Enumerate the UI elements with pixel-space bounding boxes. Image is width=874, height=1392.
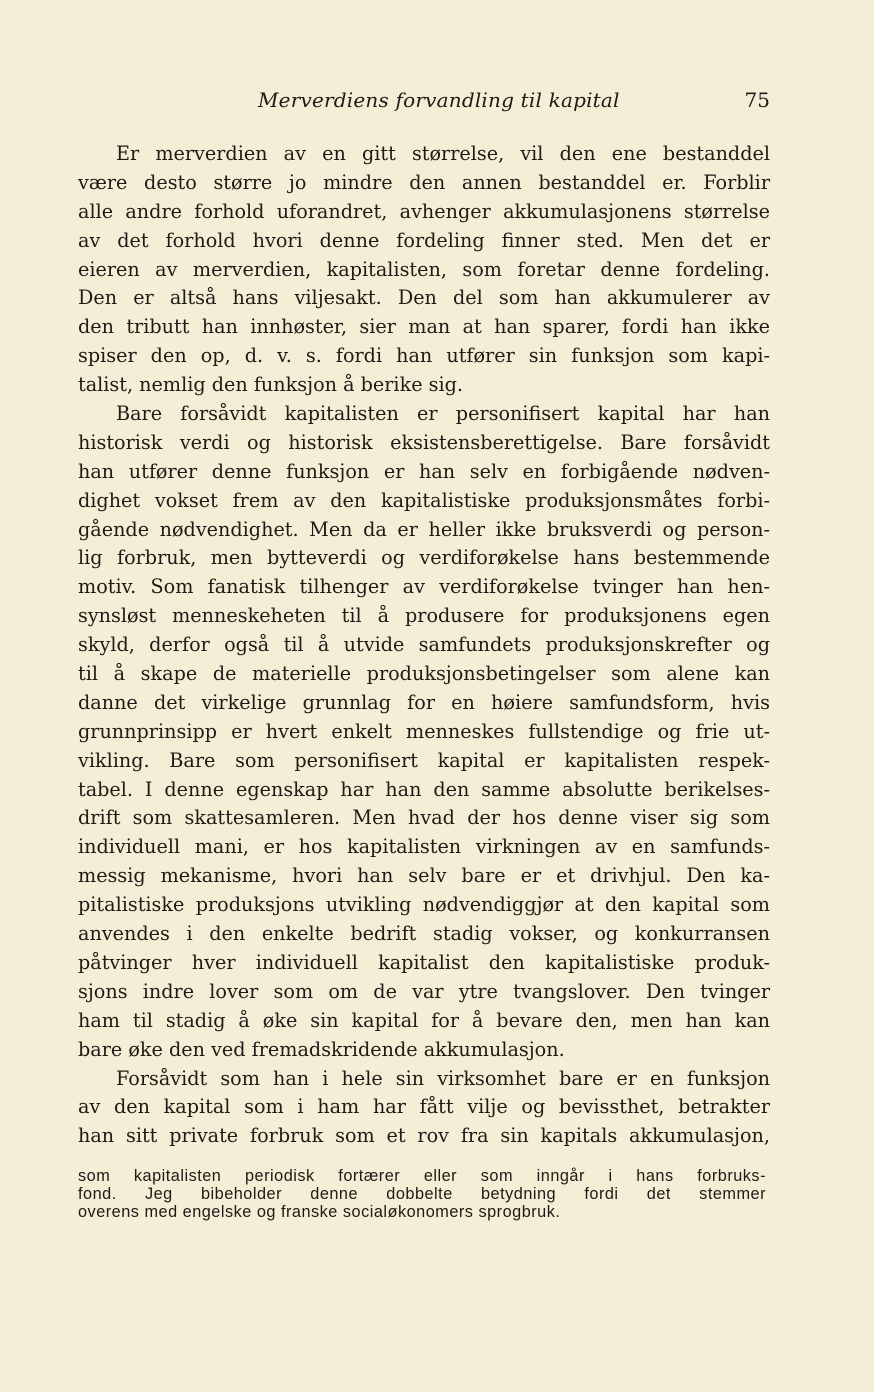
text-line: ham til stadig å øke sin kapital for å bevare den, men han kan	[78, 1008, 770, 1032]
text-line: tabel. I denne egenskap har han den samme absolutte berikelses-	[78, 777, 770, 801]
text-line: dighet vokset frem av den kapitalistiske produksjonsmåtes forbi-	[78, 488, 770, 512]
body-text	[78, 140, 770, 1151]
text-line: vikling. Bare som personifisert kapital er kapitalisten respek-	[78, 748, 770, 772]
text-line: alle andre forhold uforandret, avhenger akkumulasjonens størrelse	[78, 199, 770, 223]
text-line: spiser den op, d. v. s. fordi han utfører sin funksjon som kapi-	[78, 344, 770, 368]
text-line: den tributt han innhøster, sier man at han sparer, fordi han ikke	[78, 315, 770, 339]
text-line: skyld, derfor også til å utvide samfundets produksjonskrefter og	[78, 633, 770, 657]
text-line: synsløst menneskeheten til å produsere for produksjonens egen	[78, 604, 770, 628]
text-line: lig forbruk, men bytteverdi og verdiforøkelse hans bestemmende	[78, 546, 770, 570]
text-line: pitalistiske produksjons utvikling nødvendiggjør at den kapital som	[78, 893, 770, 917]
text-line: Bare forsåvidt kapitalisten er personifisert kapital har han	[116, 402, 770, 426]
text-line: påtvinger hver individuell kapitalist den kapitalistiske produk-	[78, 950, 770, 974]
text-line: av den kapital som i ham har fått vilje og bevissthet, betrakter	[78, 1095, 770, 1119]
page-number: 75	[744, 88, 770, 112]
text-line: historisk verdi og historisk eksistensberettigelse. Bare forsåvidt	[78, 430, 770, 454]
text-line: messig mekanisme, hvori han selv bare er et drivhjul. Den ka-	[78, 864, 770, 888]
text-line: av det forhold hvori denne fordeling finner sted. Men det er	[78, 228, 770, 252]
text-line: være desto større jo mindre den annen bestanddel er. Forblir	[78, 170, 770, 194]
text-line: sjons indre lover som om de var ytre tvangslover. Den tvinger	[78, 979, 770, 1003]
text-line: motiv. Som fanatisk tilhenger av verdiforøkelse tvinger han hen-	[78, 575, 770, 599]
text-line: bare øke den ved fremadskridende akkumulasjon.	[78, 1037, 565, 1061]
text-line: gående nødvendighet. Men da er heller ikke bruksverdi og person-	[78, 517, 770, 541]
footnote	[78, 1167, 766, 1221]
text-line: eieren av merverdien, kapitalisten, som foretar denne fordeling.	[78, 257, 770, 281]
text-line: grunnprinsipp er hvert enkelt menneskes fullstendige og frie ut-	[78, 719, 770, 743]
page-header	[78, 88, 770, 122]
footnote-line: overens med engelske og franske socialøkonomers sprogbruk.	[78, 1203, 561, 1221]
text-line: talist, nemlig den funksjon å berike sig.	[78, 373, 464, 397]
running-title: Merverdiens forvandling til kapital	[258, 88, 620, 112]
text-line: Er merverdien av en gitt størrelse, vil den ene bestanddel	[116, 142, 770, 165]
text-line: anvendes i den enkelte bedrift stadig vokser, og konkurransen	[78, 922, 770, 946]
footnote-line: fond. Jeg bibeholder denne dobbelte betydning fordi det stemmer	[78, 1185, 766, 1203]
text-line: drift som skattesamleren. Men hvad der hos denne viser sig som	[78, 806, 770, 830]
text-line: Forsåvidt som han i hele sin virksomhet bare er en funksjon	[116, 1066, 770, 1090]
text-line: danne det virkelige grunnlag for en høiere samfundsform, hvis	[78, 690, 770, 714]
text-line: han sitt private forbruk som et rov fra sin kapitals akkumulasjon,	[78, 1124, 770, 1148]
text-line: han utfører denne funksjon er han selv en forbigående nødven-	[78, 459, 770, 483]
text-line: til å skape de materielle produksjonsbetingelser som alene kan	[78, 662, 770, 686]
text-line: individuell mani, er hos kapitalisten virkningen av en samfunds-	[78, 835, 770, 859]
footnote-line: som kapitalisten periodisk fortærer eller som inngår i hans forbruks-	[78, 1167, 766, 1185]
text-line: Den er altså hans viljesakt. Den del som han akkumulerer av	[78, 286, 770, 310]
